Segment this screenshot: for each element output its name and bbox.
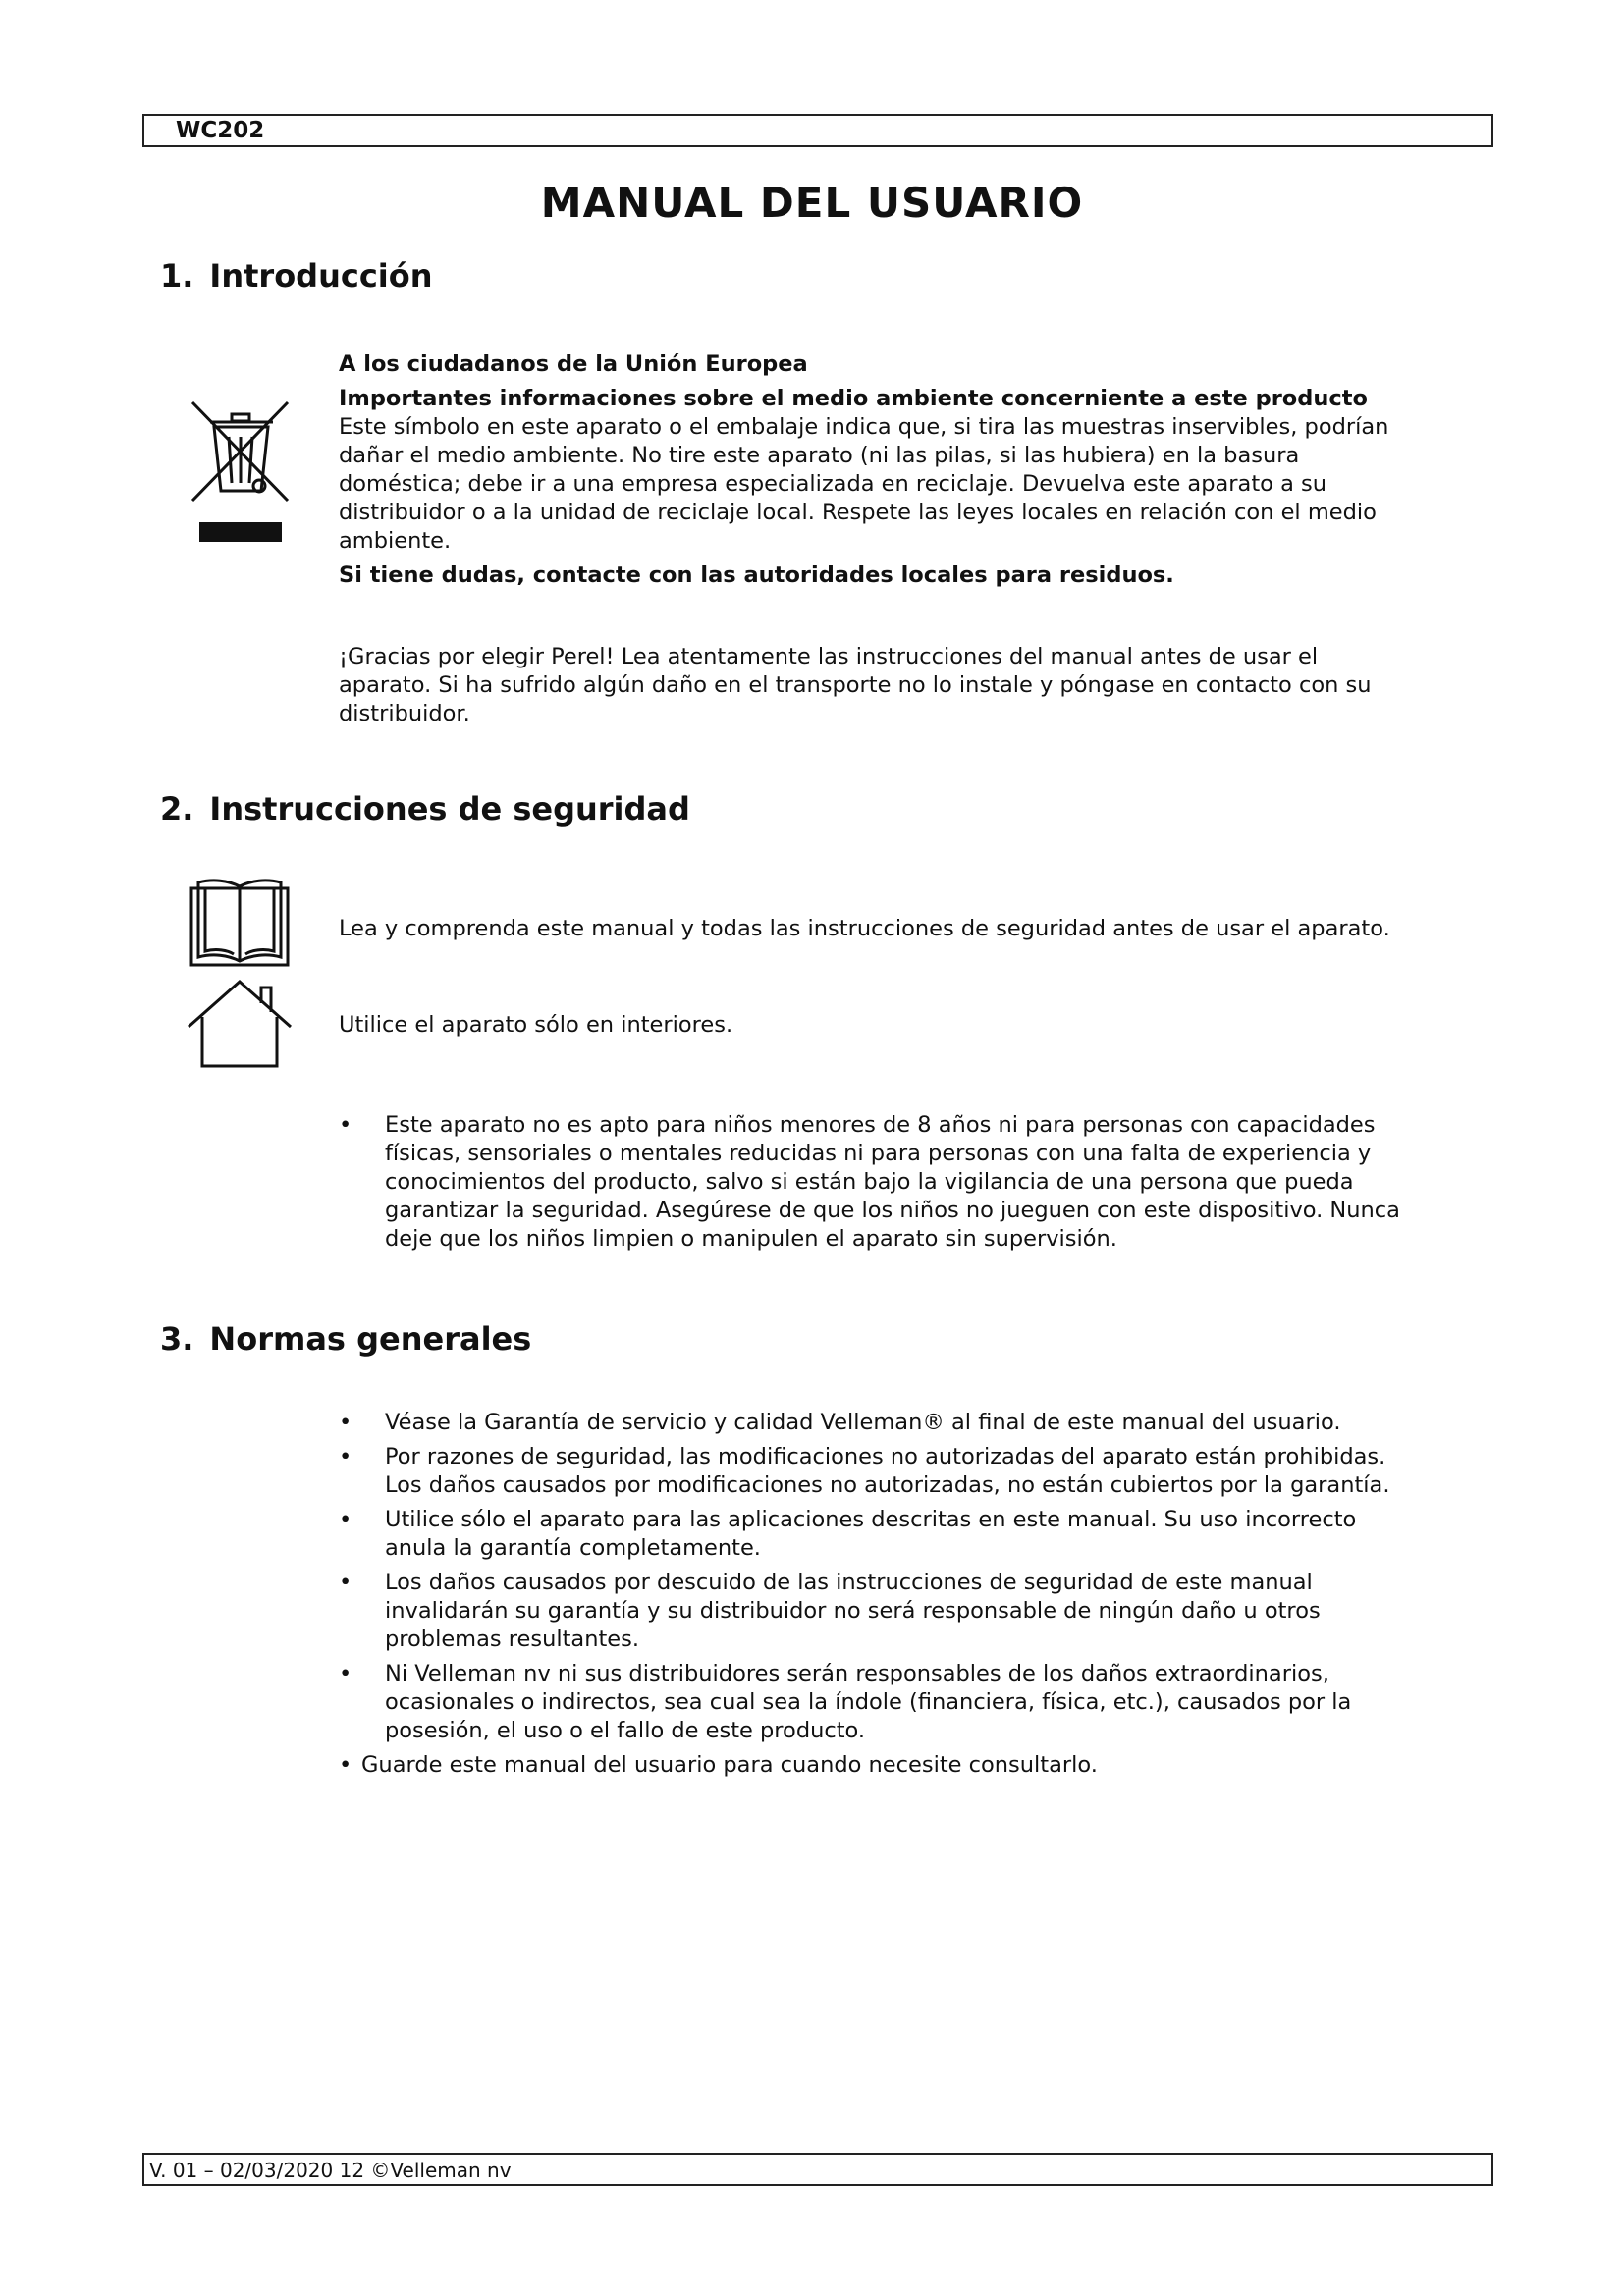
eu-notice-title: A los ciudadanos de la Unión Europea bbox=[339, 351, 808, 377]
list-item: • Por razones de seguridad, las modificaciones no autorizadas del aparato están prohibidas. Los daños causados por modificaciones no autorizadas, no están cubiertos por la garantía. bbox=[339, 1443, 1468, 1500]
list-item: • Ni Velleman nv ni sus distribuidores serán responsables de los daños extraordinarios, ocasionales o indirectos, sea cual sea la índole (financiera, física, etc.), causados por la posesión, el uso o el fallo de este producto. bbox=[339, 1660, 1468, 1745]
house-indoor-icon bbox=[185, 978, 295, 1070]
children-warning bbox=[339, 1111, 1468, 1259]
eu-notice bbox=[339, 350, 1468, 590]
thanks-paragraph: ¡Gracias por elegir Perel! Lea atentamente las instrucciones del manual antes de usar el aparato. Si ha sufrido algún daño en el transporte no lo instale y póngase en contacto con su distribuidor. bbox=[339, 644, 1372, 726]
model-number: WC202 bbox=[176, 118, 265, 143]
weee-crossed-bin-icon bbox=[185, 393, 298, 550]
read-manual-instruction: Lea y comprenda este manual y todas las instrucciones de seguridad antes de usar el aparato. bbox=[339, 916, 1390, 941]
list-item: • Este aparato no es apto para niños menores de 8 años ni para personas con capacidades físicas, sensoriales o mentales reducidas ni para personas con una falta de experiencia y conocimientos del producto, salvo si están bajo la vigilancia de una persona que pueda garantizar la seguridad. Asegúrese de que los niños no jueguen con este dispositivo. Nunca deje que los niños limpien o manipulen el aparato sin supervisión. bbox=[339, 1111, 1468, 1254]
env-info-text: Este símbolo en este aparato o el embalaje indica que, si tira las muestras inservibles, podrían dañar el medio ambiente. No tire este aparato (ni las pilas, si las hubiera) en la basura doméstica; debe ir a una empresa especializada en reciclaje. Devuelva este aparato a su distribuidor o a la unidad de reciclaje local. Respete las leyes locales en relación con el medio ambiente. bbox=[339, 414, 1389, 554]
list-item: • Los daños causados por descuido de las instrucciones de seguridad de este manual invalidarán su garantía y su distribuidor no será responsable de ningún daño u otros problemas resultantes. bbox=[339, 1569, 1468, 1654]
list-item: • Utilice sólo el aparato para las aplicaciones descritas en este manual. Su uso incorrecto anula la garantía completamente. bbox=[339, 1506, 1468, 1563]
open-book-icon bbox=[189, 877, 291, 968]
list-item: • Véase la Garantía de servicio y calidad Velleman® al final de este manual del usuario. bbox=[339, 1409, 1468, 1437]
section-heading-introduction: 1. Introducción bbox=[160, 257, 433, 294]
contact-authorities-note: Si tiene dudas, contacte con las autoridades locales para residuos. bbox=[339, 562, 1174, 588]
indoor-use-instruction: Utilice el aparato sólo en interiores. bbox=[339, 1012, 733, 1038]
model-header bbox=[142, 114, 1493, 147]
document-title: MANUAL DEL USUARIO bbox=[540, 179, 1084, 227]
list-item: • Guarde este manual del usuario para cuando necesite consultarlo. bbox=[339, 1751, 1468, 1780]
page-footer bbox=[142, 2153, 1493, 2186]
section-heading-safety: 2. Instrucciones de seguridad bbox=[160, 790, 690, 828]
general-rules-list bbox=[339, 1409, 1468, 1786]
section-heading-general-rules: 3. Normas generales bbox=[160, 1320, 532, 1358]
env-info-title: Importantes informaciones sobre el medio ambiente concerniente a este producto bbox=[339, 386, 1368, 411]
footer-version-text: V. 01 – 02/03/2020 12 ©Velleman nv bbox=[149, 2159, 512, 2182]
